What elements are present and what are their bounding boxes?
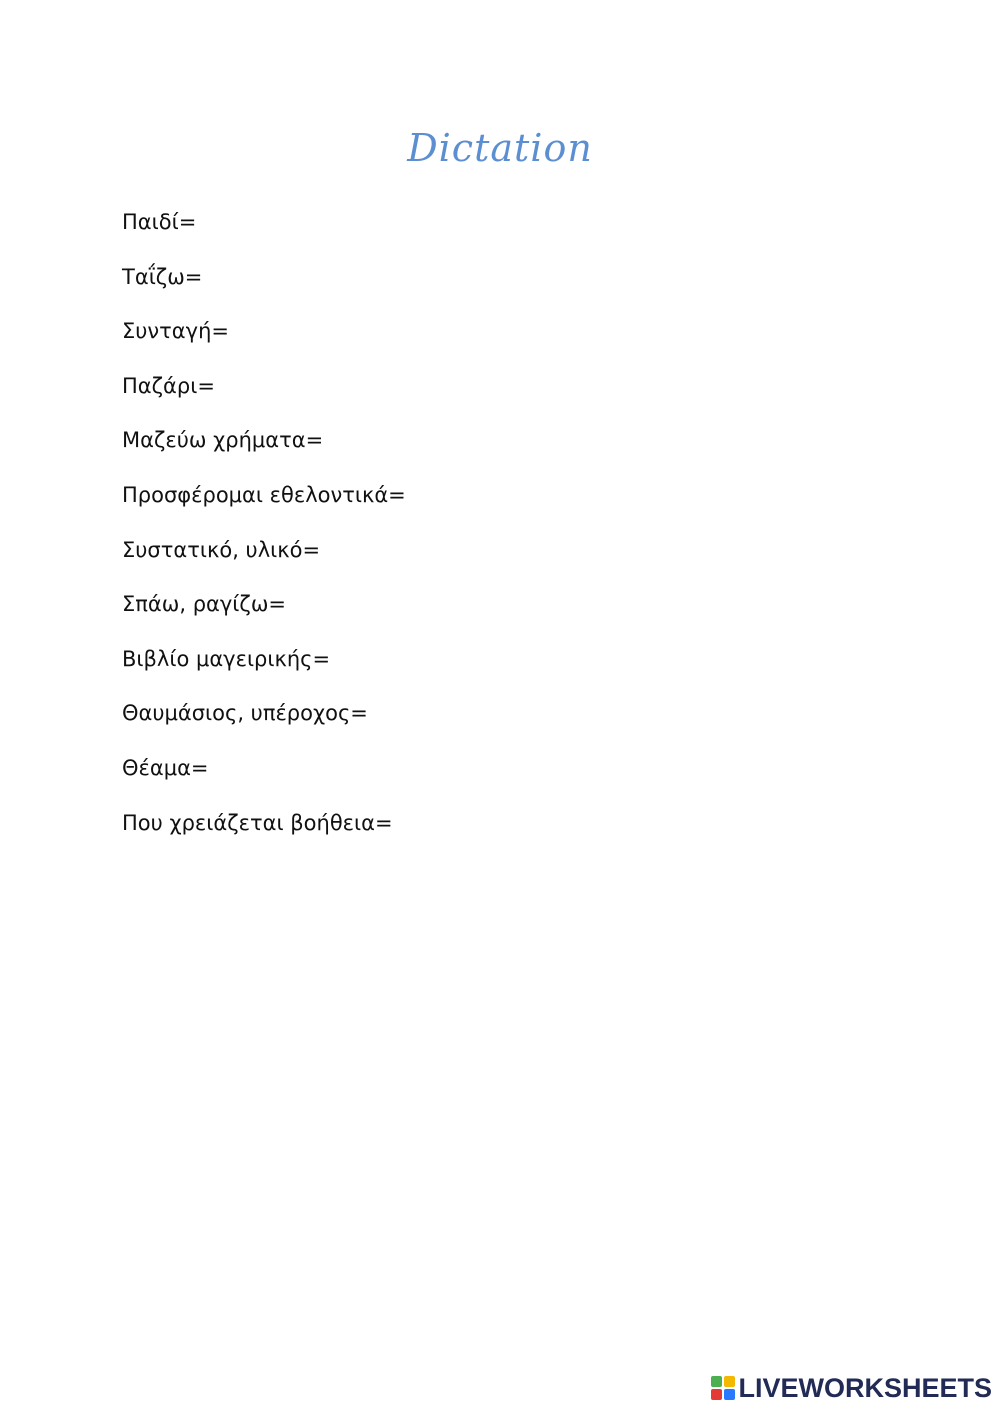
list-item: Συστατικό, υλικό= [122,537,321,562]
list-item: Παζάρι= [122,373,215,398]
logo-tile [724,1389,735,1400]
list-item: Βιβλίο μαγειρικής= [122,646,331,671]
list-item: Συνταγή= [122,319,229,344]
list-item: Παιδί= [122,210,197,234]
liveworksheets-logo-icon [711,1376,735,1400]
list-item: Προσφέρομαι εθελοντικά= [122,482,406,507]
logo-tile [724,1376,735,1387]
dictation-word-list [122,203,406,858]
brand-text: LIVEWORKSHEETS [738,1373,992,1403]
list-item: Ταΐζω= [122,264,203,289]
list-item: Θαυμάσιος, υπέροχος= [122,701,368,726]
logo-tile [711,1389,722,1400]
list-item: Μαζεύω χρήματα= [122,428,324,453]
list-item: Θέαμα= [122,755,209,780]
liveworksheets-brand [711,1371,992,1405]
logo-tile [711,1376,722,1387]
list-item: Σπάω, ραγίζω= [122,592,287,617]
page-title: Dictation [407,126,593,170]
list-item: Που χρειάζεται βοήθεια= [122,810,393,835]
